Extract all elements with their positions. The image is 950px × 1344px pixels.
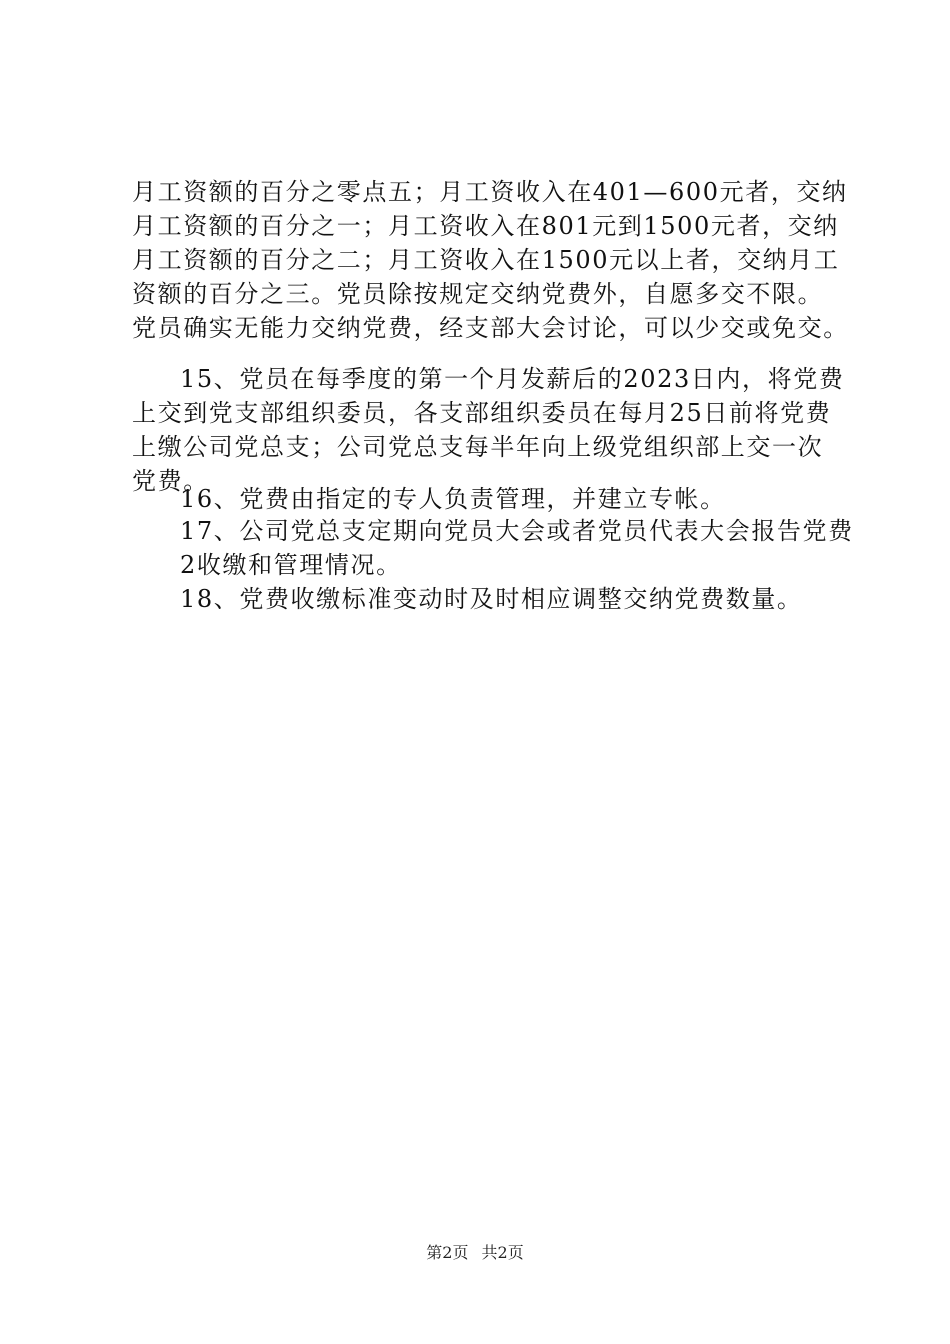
paragraph-line: 月工资额的百分之二；月工资收入在1500元以上者，交纳月工 <box>132 246 840 274</box>
item-15-line: 上缴公司党总支；公司党总支每半年向上级党组织部上交一次 <box>132 433 824 461</box>
page-total: 共2页 <box>481 1243 524 1262</box>
item-18-line: 18、党费收缴标准变动时及时相应调整交纳党费数量。 <box>180 585 803 613</box>
item-15-line: 党费。 <box>132 467 209 495</box>
item-17-line: 17、公司党总支定期向党员大会或者党员代表大会报告党费 <box>180 517 854 545</box>
page-footer <box>0 1243 950 1263</box>
item-17-line: 2收缴和管理情况。 <box>180 551 402 579</box>
paragraph-line: 月工资额的百分之一；月工资收入在801元到1500元者，交纳 <box>132 212 839 240</box>
item-15-line: 上交到党支部组织委员，各支部组织委员在每月25日前将党费 <box>132 399 832 427</box>
paragraph-line: 资额的百分之三。党员除按规定交纳党费外，自愿多交不限。 <box>132 280 824 308</box>
paragraph-line: 党员确实无能力交纳党费，经支部大会讨论，可以少交或免交。 <box>132 314 849 342</box>
item-15-line: 15、党员在每季度的第一个月发薪后的2023日内，将党费 <box>180 365 845 393</box>
item-16-line: 16、党费由指定的专人负责管理，并建立专帐。 <box>180 485 726 513</box>
paragraph-line: 月工资额的百分之零点五；月工资收入在401—600元者，交纳 <box>132 178 848 206</box>
page-number: 第2页 <box>426 1243 469 1262</box>
